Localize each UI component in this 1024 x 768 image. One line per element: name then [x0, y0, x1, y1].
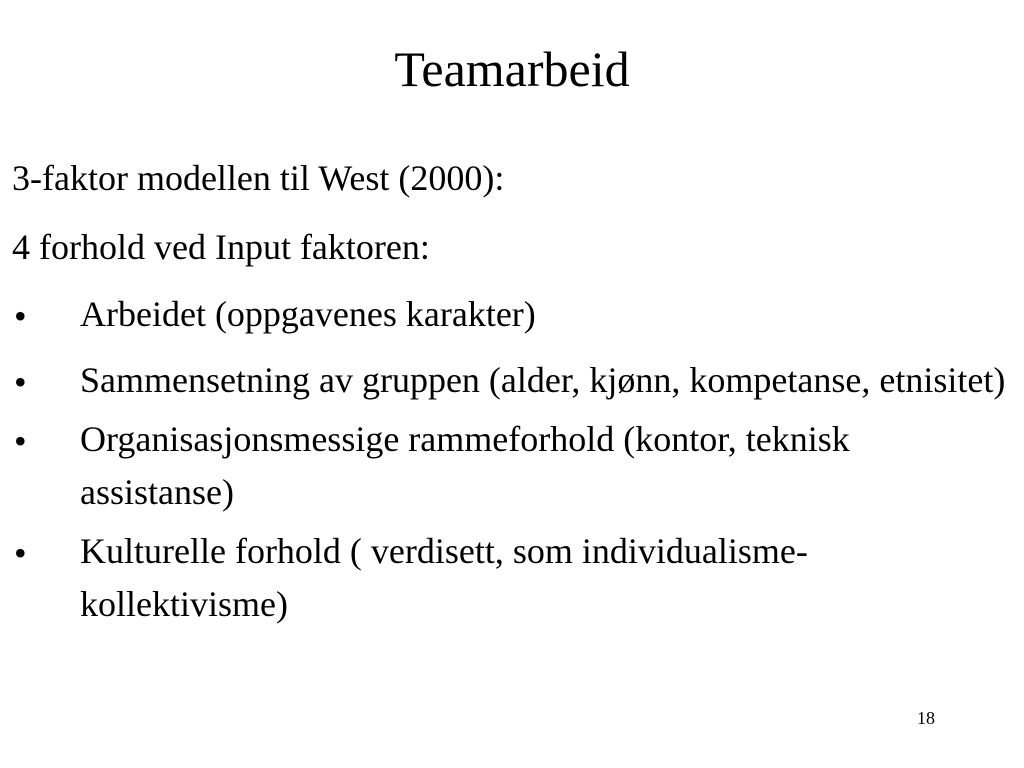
bullet-icon: • — [14, 362, 27, 402]
bullet-text: Kulturelle forhold ( verdisett, som individualisme-kollektivisme) — [80, 531, 808, 624]
slide-title: Teamarbeid — [394, 41, 630, 97]
bullet-icon: • — [14, 533, 27, 573]
bullet-icon: • — [14, 296, 27, 336]
bullet-icon: • — [14, 421, 27, 461]
intro-line-model: 3-faktor modellen til West (2000): — [12, 158, 505, 198]
slide-body — [12, 150, 1012, 637]
slide-number: 18 — [917, 708, 935, 728]
bullet-item-cultural-conditions — [12, 525, 1012, 631]
bullet-item-organizational-frame — [12, 413, 1012, 519]
bullet-text: Organisasjonsmessige rammeforhold (kontor, teknisk assistanse) — [80, 419, 850, 512]
intro-line-input-factor: 4 forhold ved Input faktoren: — [12, 227, 430, 267]
bullet-item-group-composition — [12, 354, 1012, 407]
bullet-item-work — [12, 288, 1012, 341]
bullet-text: Sammensetning av gruppen (alder, kjønn, kompetanse, etnisitet) — [80, 360, 1006, 400]
bullet-text: Arbeidet (oppgavenes karakter) — [80, 294, 536, 334]
bullet-list — [12, 288, 1012, 631]
